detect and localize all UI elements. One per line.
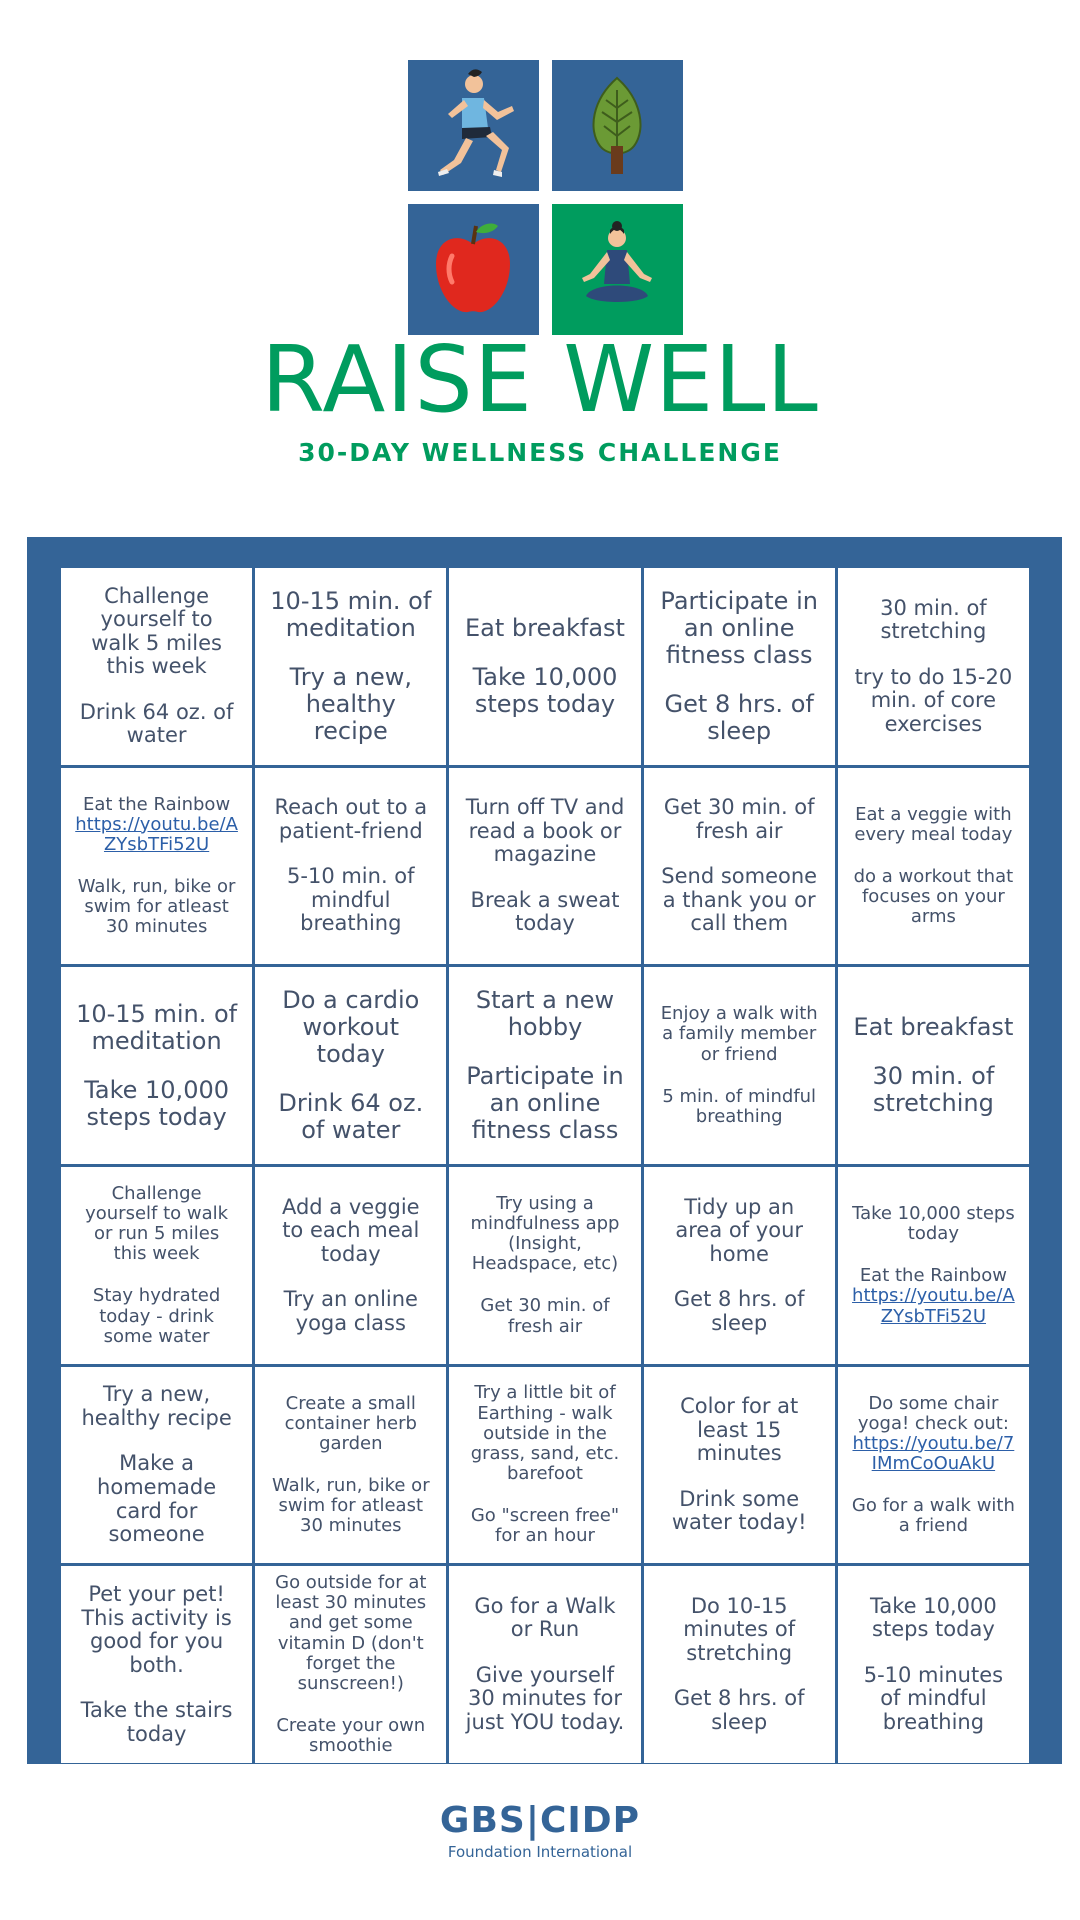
meditation-tile xyxy=(552,204,683,335)
runner-tile xyxy=(408,60,539,191)
challenge-text-secondary: Give yourself 30 minutes for just YOU today. xyxy=(465,1662,625,1734)
challenge-text-primary: 30 min. of stretching xyxy=(880,595,987,644)
challenge-text-secondary: Try a new, healthy recipe xyxy=(289,662,412,745)
challenge-text-secondary: Break a sweat today xyxy=(470,887,620,936)
challenge-text-secondary: Eat the Rainbow xyxy=(859,1265,1007,1287)
footer-logo xyxy=(0,1800,1080,1861)
challenge-cell xyxy=(255,967,446,1164)
challenge-text-secondary: Drink some water today! xyxy=(671,1486,807,1535)
challenge-cell xyxy=(61,1566,252,1763)
tree-tile xyxy=(552,60,683,191)
challenge-text-secondary: Get 8 hrs. of sleep xyxy=(673,1287,805,1335)
challenge-cell xyxy=(838,568,1029,765)
challenge-text-primary: Participate in an online fitness class xyxy=(660,587,818,669)
challenge-text-primary: Challenge yourself to walk 5 miles this week xyxy=(91,583,222,679)
challenge-cell xyxy=(644,1367,835,1564)
challenge-text-secondary: Go for a walk with a friend xyxy=(851,1495,1015,1537)
challenge-cell xyxy=(61,1167,252,1364)
challenge-cell xyxy=(644,768,835,965)
challenge-cell xyxy=(838,1566,1029,1763)
challenge-cell xyxy=(61,1367,252,1564)
challenge-text-primary: Go outside for at least 30 minutes and get some vitamin D (don't forget the sunscreen!) xyxy=(275,1572,427,1694)
challenge-cell xyxy=(838,768,1029,965)
meditation-icon xyxy=(552,204,683,335)
challenge-text-primary: Go for a Walk or Run xyxy=(474,1593,616,1642)
challenge-text-primary: Take 10,000 steps today xyxy=(870,1593,997,1642)
challenge-cell xyxy=(449,1167,640,1364)
challenge-cell xyxy=(61,768,252,965)
challenge-text-primary: Color for at least 15 minutes xyxy=(680,1394,799,1466)
challenge-text-secondary: Drink 64 oz. of water xyxy=(79,699,234,748)
challenge-text-secondary: 30 min. of stretching xyxy=(872,1062,995,1118)
challenge-grid xyxy=(61,568,1029,1763)
challenge-text-primary: 10-15 min. of meditation xyxy=(76,999,238,1055)
challenge-text-secondary: 5-10 min. of mindful breathing xyxy=(287,864,415,936)
challenge-cell xyxy=(644,1167,835,1364)
challenge-cell xyxy=(449,1566,640,1763)
challenge-text-primary: 10-15 min. of meditation xyxy=(270,587,432,643)
video-link[interactable]: https://youtu.be/AZYsbTFi52U xyxy=(75,813,238,855)
video-link[interactable]: https://youtu.be/AZYsbTFi52U xyxy=(852,1285,1015,1327)
challenge-text-primary: Eat breakfast xyxy=(465,614,625,643)
challenge-cell xyxy=(255,568,446,765)
page-title: RAISE WELL xyxy=(261,326,819,433)
challenge-cell xyxy=(449,967,640,1164)
page-subtitle: 30-DAY WELLNESS CHALLENGE xyxy=(298,438,782,467)
challenge-text-secondary: try to do 15-20 min. of core exercises xyxy=(854,664,1013,736)
challenge-text-secondary: Walk, run, bike or swim for atleast 30 minutes xyxy=(271,1474,430,1537)
challenge-cell xyxy=(61,967,252,1164)
challenge-text-secondary: Walk, run, bike or swim for atleast 30 minutes xyxy=(77,875,236,938)
challenge-cell xyxy=(449,568,640,765)
challenge-text-primary: Turn off TV and read a book or magazine xyxy=(465,795,625,867)
challenge-text-secondary: Take 10,000 steps today xyxy=(472,662,618,718)
challenge-text-secondary: 5-10 minutes of mindful breathing xyxy=(863,1662,1004,1734)
challenge-cell xyxy=(644,568,835,765)
video-link[interactable]: https://youtu.be/7IMmCoOuAkU xyxy=(852,1432,1015,1474)
challenge-text-primary: Add a veggie to each meal today xyxy=(281,1194,420,1266)
challenge-text-primary: Pet your pet! This activity is good for you both. xyxy=(81,1582,232,1677)
footer-org-sub: Foundation International xyxy=(447,1843,633,1861)
challenge-text-secondary: Try an online yoga class xyxy=(283,1287,418,1335)
challenge-text-secondary: Take 10,000 steps today xyxy=(84,1075,229,1131)
challenge-text-primary: Do 10-15 minutes of stretching xyxy=(683,1593,796,1665)
challenge-text-secondary: Make a homemade card for someone xyxy=(97,1451,217,1547)
challenge-text-primary: Take 10,000 steps today xyxy=(852,1202,1015,1245)
challenge-cell xyxy=(255,1367,446,1564)
apple-icon xyxy=(408,204,539,335)
challenge-board xyxy=(27,537,1062,1764)
challenge-text-primary: Try using a mindfulness app (Insight, Headspace, etc) xyxy=(470,1192,620,1275)
challenge-text-primary: Create a small container herb garden xyxy=(284,1392,417,1454)
challenge-cell xyxy=(838,1367,1029,1564)
challenge-text-secondary: Stay hydrated today - drink some water xyxy=(92,1285,221,1347)
challenge-text-primary: Tidy up an area of your home xyxy=(675,1194,804,1266)
challenge-text-primary: Do a cardio workout today xyxy=(282,986,420,1069)
footer-org-name: GBS|CIDP xyxy=(439,1800,641,1841)
challenge-text-primary: Try a new, healthy recipe xyxy=(81,1382,232,1430)
challenge-text-secondary: Participate in an online fitness class xyxy=(466,1062,624,1144)
challenge-cell xyxy=(449,768,640,965)
tree-icon xyxy=(552,60,683,191)
challenge-text-secondary: Get 8 hrs. of sleep xyxy=(673,1686,805,1734)
challenge-text-secondary: Drink 64 oz. of water xyxy=(278,1089,424,1144)
challenge-cell xyxy=(255,1566,446,1763)
challenge-cell xyxy=(61,568,252,765)
raise-well-logo xyxy=(408,60,684,336)
challenge-text-primary: Try a little bit of Earthing - walk outside in the grass, sand, etc. barefoot xyxy=(470,1382,620,1485)
challenge-text-secondary: do a workout that focuses on your arms xyxy=(853,865,1014,928)
challenge-text-secondary: 5 min. of mindful breathing xyxy=(662,1085,817,1127)
challenge-cell xyxy=(255,768,446,965)
challenge-text-primary: Reach out to a patient-friend xyxy=(274,795,428,843)
challenge-text-primary: Get 30 min. of fresh air xyxy=(663,795,815,843)
challenge-text-secondary: Go "screen free" for an hour xyxy=(470,1505,620,1547)
challenge-text-secondary: Get 30 min. of fresh air xyxy=(480,1295,610,1337)
challenge-text-secondary: Take the stairs today xyxy=(80,1698,233,1746)
apple-tile xyxy=(408,204,539,335)
challenge-text-primary: Enjoy a walk with a family member or friend xyxy=(660,1003,818,1065)
runner-icon xyxy=(408,60,539,191)
challenge-cell xyxy=(838,967,1029,1164)
challenge-text-secondary: Create your own smoothie xyxy=(276,1714,426,1757)
challenge-cell xyxy=(255,1167,446,1364)
challenge-cell xyxy=(644,1566,835,1763)
challenge-text-primary: Start a new hobby xyxy=(475,986,615,1042)
challenge-text-secondary: Get 8 hrs. of sleep xyxy=(664,689,814,745)
challenge-text-primary: Eat breakfast xyxy=(853,1013,1014,1042)
challenge-text-primary: Eat a veggie with every meal today xyxy=(854,803,1013,845)
challenge-text-primary: Challenge yourself to walk or run 5 miles this week xyxy=(85,1182,229,1265)
challenge-text-primary: Do some chair yoga! check out: xyxy=(857,1392,1009,1434)
challenge-cell xyxy=(449,1367,640,1564)
challenge-text-secondary: Send someone a thank you or call them xyxy=(661,864,818,936)
challenge-text-primary: Eat the Rainbow xyxy=(83,793,231,815)
challenge-cell xyxy=(838,1167,1029,1364)
challenge-cell xyxy=(644,967,835,1164)
